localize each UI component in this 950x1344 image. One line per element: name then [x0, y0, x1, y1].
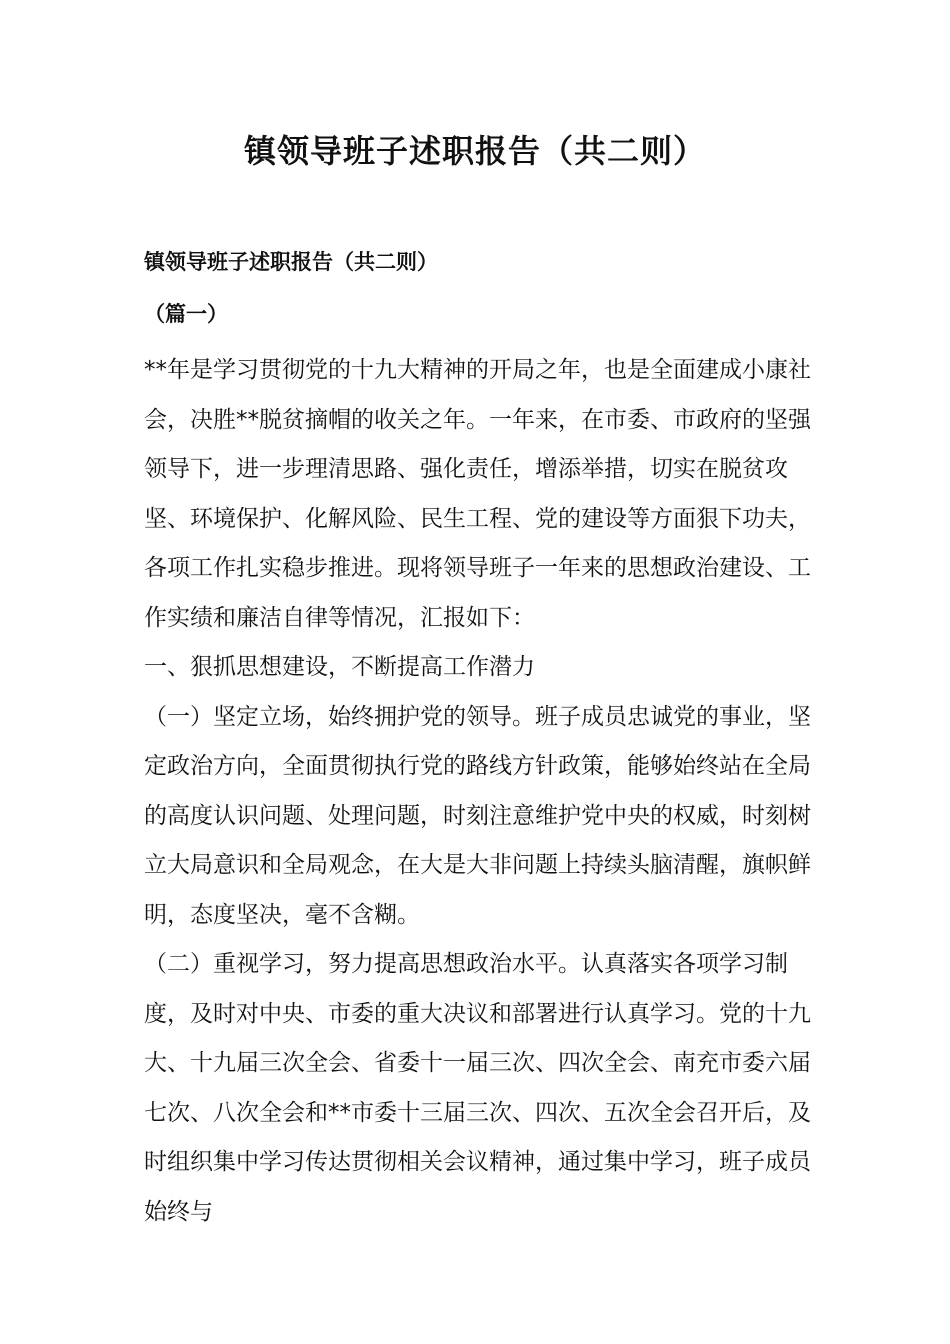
- section-heading-1: 一、狠抓思想建设，不断提高工作潜力: [144, 654, 535, 680]
- document-subtitle: 镇领导班子述职报告（共二则）: [144, 250, 438, 274]
- chapter-heading: （篇一）: [144, 302, 228, 326]
- paragraph-1-2: （二）重视学习，努力提高思想政治水平。认真落实各项学习制度，及时对中央、市委的重大决议和部署进行认真学习。党的十九大、十九届三次全会、省委十一届三次、四次全会、南充市委六届七次、八次全会和**市委十三届三次、四次、五次全会召开后，及时组织集中学习传达贯彻相关会议精神，通过集中学习，班子成员始终与: [144, 951, 811, 1225]
- document-title: 镇领导班子述职报告（共二则）: [243, 132, 706, 170]
- paragraph-intro: **年是学习贯彻党的十九大精神的开局之年，也是全面建成小康社会，决胜**脱贫摘帽的收关之年。一年来，在市委、市政府的坚强领导下，进一步理清思路、强化责任，增添举措，切实在脱贫攻坚、环境保护、化解风险、民生工程、党的建设等方面狠下功夫，各项工作扎实稳步推进。现将领导班子一年来的思想政治建设、工作实绩和廉洁自律等情况，汇报如下：: [144, 357, 811, 631]
- document-body: [144, 242, 812, 1237]
- paragraph-1-1: （一）坚定立场，始终拥护党的领导。班子成员忠诚党的事业，坚定政治方向，全面贯彻执行党的路线方针政策，能够始终站在全局的高度认识问题、处理问题，时刻注意维护党中央的权威，时刻树立大局意识和全局观念，在大是大非问题上持续头脑清醒，旗帜鲜明，态度坚决，毫不含糊。: [144, 703, 811, 928]
